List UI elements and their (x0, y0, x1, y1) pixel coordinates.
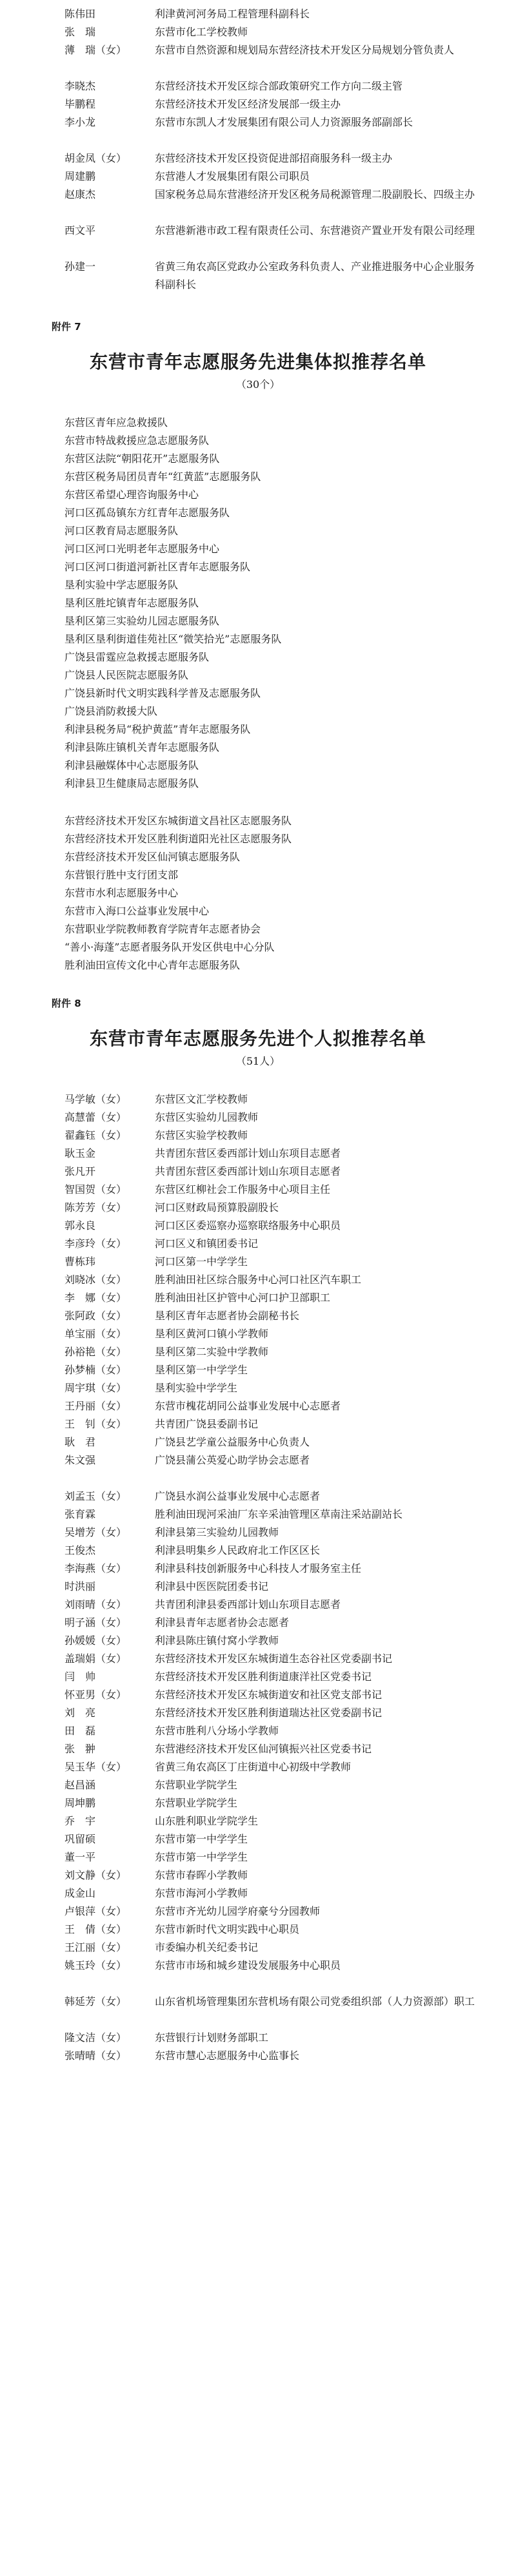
collective-item: 东营区法院“朝阳花开”志愿服务队 (64, 452, 220, 465)
person-name: 张阿政（女） (64, 1310, 127, 1322)
collective-item: 垦利区第三实验幼儿园志愿服务队 (64, 615, 220, 627)
person-name: 乔 宇 (64, 1815, 96, 1827)
person-name: 王 钊（女） (64, 1418, 127, 1430)
person-description: 东营市慧心志愿服务中心监事长 (155, 2049, 300, 2062)
person-description: 东营市海河小学教师 (155, 1887, 248, 1899)
person-entry (64, 1921, 477, 1939)
person-description: 省黄三角农高区党政办公室政务科负责人、产业推进服务中心企业服务科副科长 (155, 260, 475, 291)
person-description: 垦利区第二实验中学教师 (155, 1346, 269, 1358)
person-entry (64, 1848, 477, 1866)
person-description: 利津县明集乡人民政府北工作区区长 (155, 1544, 321, 1556)
person-entry (64, 1632, 477, 1650)
person-description: 东营市化工学校教师 (155, 26, 248, 38)
person-entry (64, 1090, 477, 1109)
person-name: 怀亚男（女） (64, 1689, 127, 1701)
person-entry (64, 1397, 477, 1415)
person-description: 河口区义和镇团委书记 (155, 1237, 259, 1250)
person-entry (64, 168, 477, 186)
collective-item: 广饶县人民医院志愿服务队 (64, 669, 189, 681)
person-description: 利津黄河河务局工程管理科副科长 (155, 8, 310, 20)
person-name: 巩留硕 (64, 1833, 96, 1845)
person-description: 胜利油田社区综合服务中心河口社区汽车职工 (155, 1273, 362, 1286)
person-entry (64, 23, 477, 41)
person-entry (64, 1271, 477, 1289)
person-description: 广饶县水润公益事业发展中心志愿者 (155, 1490, 321, 1502)
person-entry (64, 1325, 477, 1343)
person-name: 周建鹏 (64, 170, 96, 182)
person-description: 胜利油田现河采油厂东辛采油管理区草南注采站副站长 (155, 1508, 403, 1520)
person-description: 利津县科技创新服务中心科技人才服务室主任 (155, 1562, 362, 1574)
person-entry (64, 2047, 477, 2065)
person-entry (64, 1487, 477, 1506)
person-name: 朱文强 (64, 1454, 96, 1466)
person-description: 东营职业学院学生 (155, 1797, 238, 1809)
collective-item: 胜利油田宣传文化中心青年志愿服务队 (64, 959, 241, 971)
collective-item: 利津县陈庄镇机关青年志愿服务队 (64, 741, 220, 753)
person-description: 广饶县蒲公英爱心助学协会志愿者 (155, 1454, 310, 1466)
person-description: 河口区财政局预算股副股长 (155, 1201, 279, 1214)
person-entry (64, 1668, 477, 1686)
person-name: 李 娜（女） (64, 1292, 127, 1304)
person-entry (64, 1686, 477, 1704)
person-entry (64, 1722, 477, 1740)
person-name: 刘晓冰（女） (64, 1273, 127, 1286)
person-entry (64, 1650, 477, 1668)
person-description: 东营经济技术开发区投资促进部招商服务科一级主办 (155, 152, 393, 164)
person-name: 孙媛媛（女） (64, 1634, 127, 1647)
person-name: 周坤鹏 (64, 1797, 96, 1809)
person-description: 东营港人才发展集团有限公司职员 (155, 170, 310, 182)
person-description: 东营银行计划财务部职工 (155, 2031, 269, 2044)
collective-item: 垦利区垦利街道佳苑社区“微笑拾光”志愿服务队 (64, 633, 282, 645)
person-name: 翟鑫钰（女） (64, 1129, 127, 1141)
collective-item: 东营区青年应急救援队 (64, 416, 168, 429)
collective-item: 东营经济技术开发区东城街道文昌社区志愿服务队 (64, 815, 292, 827)
person-description: 国家税务总局东营港经济开发区税务局税源管理二股副股长、四级主办 (155, 188, 475, 200)
person-entry (64, 1343, 477, 1361)
person-entry (64, 1361, 477, 1379)
annex-8-title: 东营市青年志愿服务先进个人拟推荐名单 (89, 1028, 426, 1049)
person-name: 董一平 (64, 1851, 96, 1863)
person-description: 省黄三角农高区丁庄街道中心初级中学教师 (155, 1761, 352, 1773)
person-description: 东营港新港市政工程有限责任公司、东营港资产置业开发有限公司经理 (155, 224, 475, 237)
person-entry (64, 1704, 477, 1722)
person-entry (64, 113, 477, 150)
person-entry (64, 41, 477, 77)
person-name: 闫 帅 (64, 1671, 96, 1683)
person-entry (64, 1524, 477, 1542)
person-entry (64, 1307, 477, 1325)
person-entry (64, 1163, 477, 1181)
person-entry (64, 1993, 477, 2029)
person-entry (64, 258, 477, 294)
annex-7-title: 东营市青年志愿服务先进集体拟推荐名单 (89, 351, 426, 373)
person-name: 明子涵（女） (64, 1616, 127, 1629)
person-entry (64, 1217, 477, 1235)
collective-item: 河口区孤岛镇东方红青年志愿服务队 (64, 507, 230, 519)
person-name: 周宇琪（女） (64, 1382, 127, 1394)
person-name: 李小龙 (64, 116, 96, 128)
person-name: 成金山 (64, 1887, 96, 1899)
person-name: 刘雨晴（女） (64, 1598, 127, 1611)
person-description: 利津县中医医院团委书记 (155, 1580, 269, 1593)
person-name: 张 瑞 (64, 26, 96, 38)
collective-item: 东营经济技术开发区仙河镇志愿服务队 (64, 851, 241, 863)
person-name: 王丹丽（女） (64, 1400, 127, 1412)
annex-7-count: （30个） (235, 378, 281, 391)
annex-7-label: 附件 7 (52, 321, 81, 333)
person-entry (64, 1866, 477, 1884)
person-description: 东营市市场和城乡建设发展服务中心职员 (155, 1959, 341, 1971)
person-name: 赵康杰 (64, 188, 96, 200)
person-name: 张晴晴（女） (64, 2049, 127, 2062)
person-description: 共青团利津县委西部计划山东项目志愿者 (155, 1598, 341, 1611)
person-description: 东营区实验学校教师 (155, 1129, 248, 1141)
person-description: 共青团广饶县委副书记 (155, 1418, 259, 1430)
person-entry (64, 1199, 477, 1217)
person-entry (64, 1127, 477, 1145)
person-entry (64, 1145, 477, 1163)
person-description: 东营市槐花胡同公益事业发展中心志愿者 (155, 1400, 341, 1412)
collective-item: 东营职业学院教师教育学院青年志愿者协会 (64, 923, 261, 935)
person-name: 毕鹏程 (64, 98, 96, 110)
collective-item: 垦利实验中学志愿服务队 (64, 579, 179, 591)
person-entry (64, 1253, 477, 1271)
person-name: 郭永良 (64, 1219, 96, 1232)
person-description: 山东胜利职业学院学生 (155, 1815, 259, 1827)
person-entry (64, 1740, 477, 1758)
person-entry (64, 150, 477, 168)
person-name: 韩延芳（女） (64, 1995, 127, 2008)
person-description: 东营区实验幼儿园教师 (155, 1111, 259, 1123)
person-name: 孙梦楠（女） (64, 1364, 127, 1376)
person-description: 东营市第一中学学生 (155, 1851, 248, 1863)
person-description: 东营市自然资源和规划局东营经济技术开发区分局规划分管负责人 (155, 44, 455, 56)
person-name: 吴玉华（女） (64, 1761, 127, 1773)
person-entry (64, 1758, 477, 1776)
person-name: 李彦玲（女） (64, 1237, 127, 1250)
person-entry (64, 1614, 477, 1632)
person-name: 卢银萍（女） (64, 1905, 127, 1917)
person-name: 陈伟田 (64, 8, 96, 20)
person-entry (64, 2029, 477, 2047)
person-entry (64, 222, 477, 258)
person-description: 东营经济技术开发区东城街道生态谷社区党委副书记 (155, 1652, 393, 1665)
person-name: 刘 亮 (64, 1707, 96, 1719)
person-description: 东营市齐光幼儿园学府豪兮分园教师 (155, 1905, 321, 1917)
person-description: 河口区区委巡察办巡察联络服务中心职员 (155, 1219, 341, 1232)
person-entry (64, 77, 477, 95)
collective-item: 广饶县消防救援大队 (64, 705, 158, 717)
collective-item: 广饶县新时代文明实践科学普及志愿服务队 (64, 687, 261, 699)
person-entry (64, 1957, 477, 1975)
collective-item: 河口区河口光明老年志愿服务中心 (64, 543, 220, 555)
person-entry (64, 1578, 477, 1596)
collective-item: 河口区河口街道河新社区青年志愿服务队 (64, 561, 251, 573)
person-name: 姚玉玲（女） (64, 1959, 127, 1971)
person-description: 东营市东凯人才发展集团有限公司人力资源服务部副部长 (155, 116, 413, 128)
person-entry (64, 1451, 477, 1469)
person-entry (64, 1884, 477, 1903)
person-name: 智国贺（女） (64, 1183, 127, 1196)
person-entry (64, 1542, 477, 1560)
person-name: 孙裕艳（女） (64, 1346, 127, 1358)
person-name: 张育霖 (64, 1508, 96, 1520)
person-name: 王俊杰 (64, 1544, 96, 1556)
person-entry (64, 5, 477, 23)
person-entry (64, 1939, 477, 1957)
person-description: 市委编办机关纪委书记 (155, 1941, 259, 1953)
person-description: 东营港经济技术开发区仙河镇振兴社区党委书记 (155, 1743, 372, 1755)
person-name: 张 翀 (64, 1743, 96, 1755)
collective-item: 东营区希望心理咨询服务中心 (64, 489, 199, 501)
person-name: 西文平 (64, 224, 96, 237)
person-name: 胡金凤（女） (64, 152, 127, 164)
person-description: 东营经济技术开发区东城街道安和社区党支部书记 (155, 1689, 382, 1701)
person-description: 胜利油田社区护管中心河口护卫部职工 (155, 1292, 331, 1304)
person-description: 东营市第一中学学生 (155, 1833, 248, 1845)
collective-item: 东营区税务局团员青年“红黄蓝”志愿服务队 (64, 470, 261, 483)
person-name: 马学敏（女） (64, 1093, 127, 1105)
collective-item: 利津县融媒体中心志愿服务队 (64, 759, 199, 771)
person-description: 东营市胜利八分场小学教师 (155, 1725, 279, 1737)
person-name: 耿玉金 (64, 1147, 96, 1159)
person-description: 东营经济技术开发区胜利街道瑞达社区党委副书记 (155, 1707, 382, 1719)
person-name: 刘孟玉（女） (64, 1490, 127, 1502)
person-entry (64, 1506, 477, 1524)
person-entry (64, 1560, 477, 1578)
person-entry (64, 1379, 477, 1397)
person-entry (64, 95, 477, 113)
person-description: 垦利区第一中学学生 (155, 1364, 248, 1376)
person-name: 田 磊 (64, 1725, 96, 1737)
person-description: 垦利区青年志愿者协会副秘书长 (155, 1310, 300, 1322)
person-entry (64, 1776, 477, 1794)
person-entry (64, 1830, 477, 1848)
person-description: 东营经济技术开发区综合部政策研究工作方向二级主管 (155, 80, 403, 92)
collective-item: 利津县卫生健康局志愿服务队 (64, 777, 199, 789)
person-name: 陈芳芳（女） (64, 1201, 127, 1214)
person-name: 孙建一 (64, 260, 96, 273)
person-name: 高慧蕾（女） (64, 1111, 127, 1123)
person-name: 盖瑞娟（女） (64, 1652, 127, 1665)
collective-item: 东营经济技术开发区胜利街道阳光社区志愿服务队 (64, 833, 292, 845)
person-entry (64, 1433, 477, 1451)
person-name: 李海燕（女） (64, 1562, 127, 1574)
person-description: 东营职业学院学生 (155, 1779, 238, 1791)
annex-8-count: （51人） (235, 1055, 281, 1067)
person-description: 东营区红柳社会工作服务中心项目主任 (155, 1183, 331, 1196)
collective-item: 广饶县雷霆应急救援志愿服务队 (64, 651, 210, 663)
person-name: 刘文静（女） (64, 1869, 127, 1881)
person-description: 东营区文汇学校教师 (155, 1093, 248, 1105)
person-entry (64, 1812, 477, 1830)
person-description: 共青团东营区委西部计划山东项目志愿者 (155, 1165, 341, 1177)
person-name: 张凡开 (64, 1165, 96, 1177)
person-description: 山东省机场管理集团东营机场有限公司党委组织部（人力资源部）职工 (155, 1995, 475, 2008)
person-entry (64, 186, 477, 222)
person-entry (64, 1415, 477, 1433)
person-name: 赵昌涵 (64, 1779, 96, 1791)
collective-item: “善小·海蓬”志愿者服务队开发区供电中心分队 (64, 941, 275, 953)
collective-item: 利津县税务局“税护黄蓝”青年志愿服务队 (64, 723, 251, 735)
collective-item: 河口区教育局志愿服务队 (64, 525, 179, 537)
person-description: 利津县第三实验幼儿园教师 (155, 1526, 279, 1538)
person-description: 垦利实验中学学生 (155, 1382, 238, 1394)
person-name: 单宝丽（女） (64, 1328, 127, 1340)
person-entry (64, 1794, 477, 1812)
annex-8-label: 附件 8 (52, 998, 81, 1009)
person-description: 利津县青年志愿者协会志愿者 (155, 1616, 290, 1629)
person-name: 王 倩（女） (64, 1923, 127, 1935)
person-description: 河口区第一中学学生 (155, 1255, 248, 1268)
person-description: 广饶县艺学童公益服务中心负责人 (155, 1436, 310, 1448)
person-description: 利津县陈庄镇付窝小学教师 (155, 1634, 279, 1647)
person-entry (64, 1181, 477, 1199)
collective-item: 东营银行胜中支行团支部 (64, 869, 179, 881)
person-name: 薄 瑞（女） (64, 44, 127, 56)
person-description: 共青团东营区委西部计划山东项目志愿者 (155, 1147, 341, 1159)
collective-item: 东营市水利志愿服务中心 (64, 887, 179, 899)
person-entry (64, 1109, 477, 1127)
person-name: 曹栋玮 (64, 1255, 96, 1268)
person-description: 东营市新时代文明实践中心职员 (155, 1923, 300, 1935)
person-entry (64, 1596, 477, 1614)
person-name: 王江丽（女） (64, 1941, 127, 1953)
person-name: 隆文洁（女） (64, 2031, 127, 2044)
person-description: 东营经济技术开发区经济发展部一级主办 (155, 98, 341, 110)
person-description: 东营市春晖小学教师 (155, 1869, 248, 1881)
person-description: 垦利区黄河口镇小学教师 (155, 1328, 269, 1340)
person-name: 时洪丽 (64, 1580, 96, 1593)
person-entry (64, 1235, 477, 1253)
collective-item: 东营市特战救援应急志愿服务队 (64, 434, 210, 447)
person-name: 李晓杰 (64, 80, 96, 92)
person-name: 吴增芳（女） (64, 1526, 127, 1538)
person-entry (64, 1903, 477, 1921)
collective-item: 东营市入海口公益事业发展中心 (64, 905, 210, 917)
person-description: 东营经济技术开发区胜利街道康洋社区党委书记 (155, 1671, 372, 1683)
collective-item: 垦利区胜坨镇青年志愿服务队 (64, 597, 199, 609)
person-entry (64, 1289, 477, 1307)
person-name: 耿 君 (64, 1436, 96, 1448)
